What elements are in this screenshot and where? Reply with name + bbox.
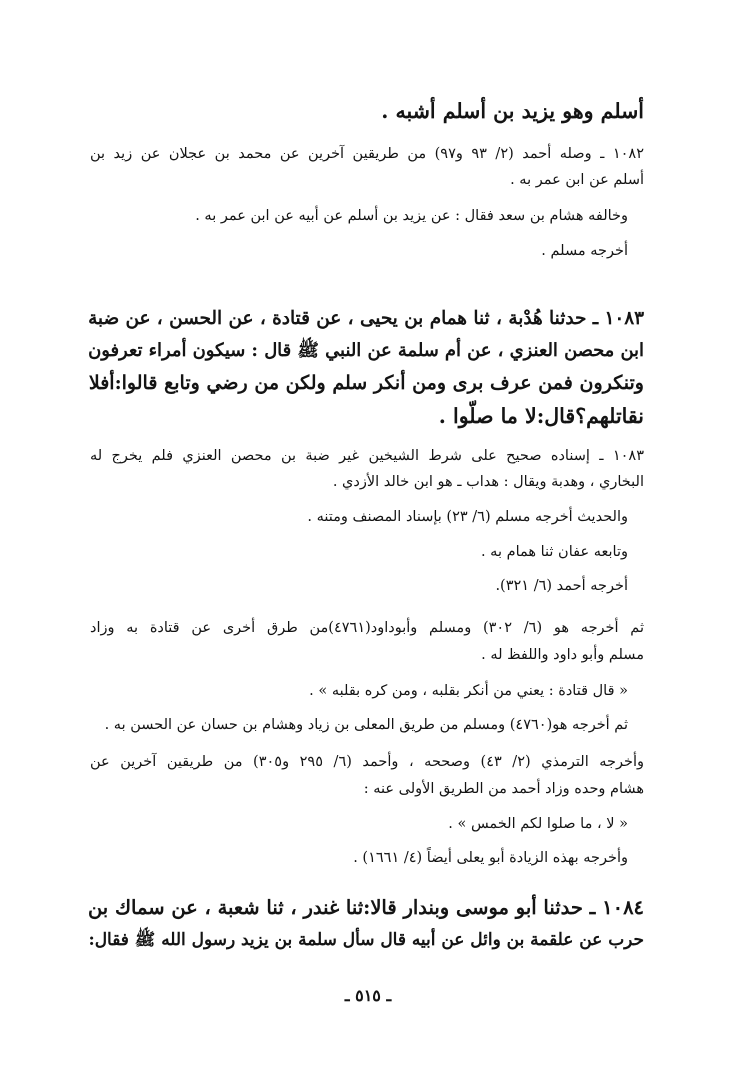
footnote-line: وأخرجه الترمذي (٢/ ٤٣) وصححه ، وأحمد (٦/ ٢٩٥ و٣٠٥) من طريقين آخرين عن [90, 754, 645, 770]
hadith-line: ١٠٨٣ ـ حدثنا هُدْبة ، ثنا همام بن يحيى ، عن قتادة ، عن الحسن ، عن ضبة [88, 308, 644, 329]
footnote-line: أخرجه مسلم . [541, 243, 628, 259]
text-line: أسلم وهو يزيد بن أسلم أشبه . [381, 99, 644, 123]
page-number: ـ ٥١٥ ـ [344, 986, 392, 1005]
footnote-line: ثم أخرجه هو (٦/ ٣٠٢) ومسلم وأبوداود(٤٧٦١)من طرق أخرى عن قتادة به وزاد [90, 620, 644, 636]
footnote-line: ١٠٨٣ ـ إسناده صحيح على شرط الشيخين غير ضبة بن محصن العنزي فلم يخرج له [90, 448, 644, 464]
hadith-line: ابن محصن العنزي ، عن أم سلمة عن النبي ﷺ قال : سيكون أمراء تعرفون [88, 340, 644, 361]
footnote-line: « قال قتادة : يعني من أنكر بقلبه ، ومن كره بقلبه » . [309, 683, 628, 699]
footnote-line: وتابعه عفان ثنا همام به . [480, 544, 628, 560]
footnote-line: البخاري ، وهدبة ويقال : هداب ـ هو ابن خالد الأزدي . [332, 474, 644, 490]
footnote-line: وخالفه هشام بن سعد فقال : عن يزيد بن أسلم عن أبيه عن ابن عمر به . [195, 208, 628, 224]
footnote-line: « لا ، ما صلوا لكم الخمس » . [448, 816, 628, 832]
footnote-line: وأخرجه بهذه الزيادة أبو يعلى أيضاً (٤/ ١٦٦١) . [353, 850, 628, 866]
hadith-line: نقاتلهم؟قال:لا ما صلّوا . [438, 404, 644, 428]
footnote-line: ١٠٨٢ ـ وصله أحمد (٢/ ٩٣ و٩٧) من طريقين آخرين عن محمد بن عجلان عن زيد بن [90, 146, 644, 162]
footnote-line: ثم أخرجه هو(٤٧٦٠) ومسلم من طريق المعلى بن زياد وهشام بن حسان عن الحسن به . [104, 717, 628, 733]
footnote-line: مسلم وأبو داود واللفظ له . [481, 647, 644, 663]
hadith-line: ١٠٨٤ ـ حدثنا أبو موسى وبندار قالا:ثنا غندر ، ثنا شعبة ، عن سماك بن [87, 896, 644, 919]
hadith-line: وتنكرون فمن عرف برى ومن أنكر سلم ولكن من رضي وتابع قالوا:أفلا [88, 372, 644, 394]
hadith-line: حرب عن علقمة بن وائل عن أبيه قال سأل سلمة بن يزيد رسول الله ﷺ فقال: [88, 929, 644, 949]
footnote-line: أسلم عن ابن عمر به . [510, 172, 644, 188]
footnote-line: هشام وحده وزاد أحمد من الطريق الأولى عنه : [363, 781, 644, 797]
footnote-line: والحديث أخرجه مسلم (٦/ ٢٣) بإسناد المصنف ومتنه . [307, 509, 628, 525]
footnote-line: أخرجه أحمد (٦/ ٣٢١). [495, 578, 628, 594]
